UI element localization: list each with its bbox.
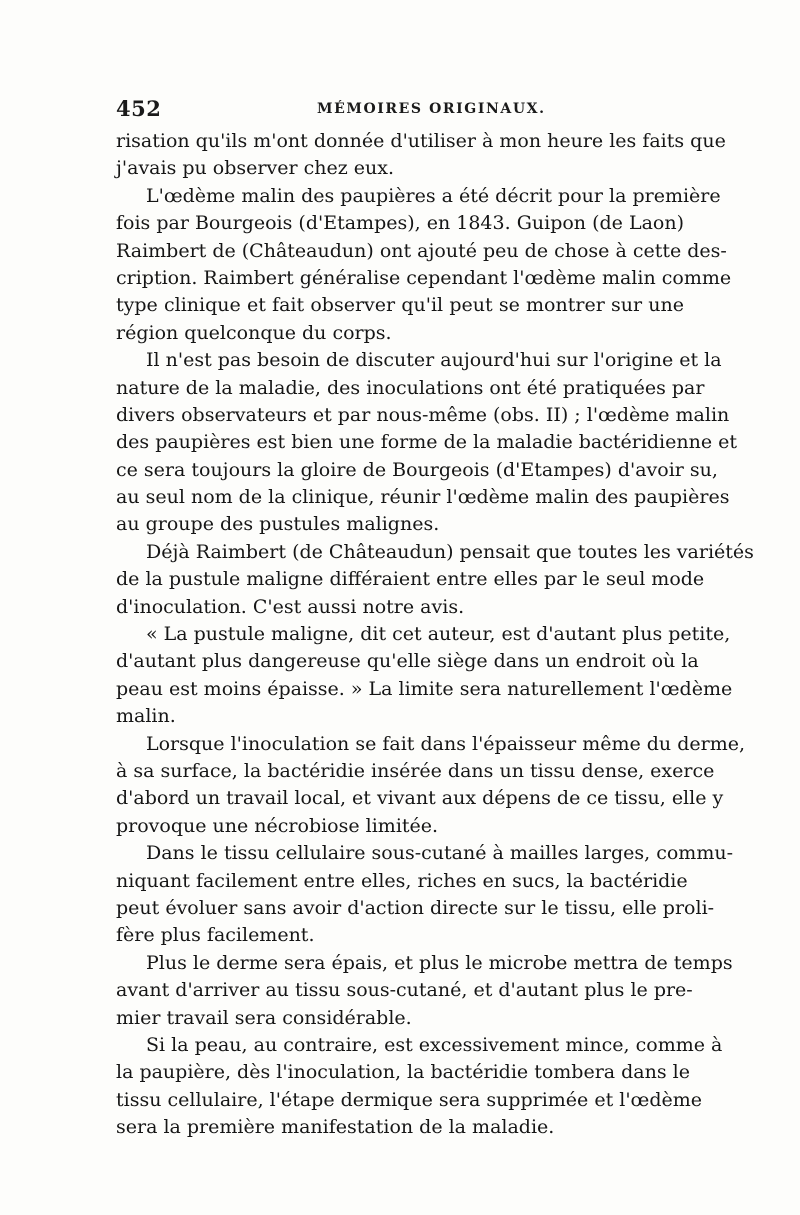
paragraph <box>116 840 733 950</box>
text-line: malin. <box>116 705 176 728</box>
paragraph <box>116 347 738 539</box>
paragraph <box>116 950 733 1032</box>
paragraph <box>116 1032 723 1142</box>
text-line: à sa surface, la bactéridie insérée dans un tissu dense, exerce <box>116 759 715 782</box>
page-header <box>112 96 688 122</box>
text-line: sera la première manifestation de la maladie. <box>116 1116 555 1139</box>
text-line: mier travail sera considérable. <box>116 1006 412 1029</box>
text-line: provoque une nécrobiose limitée. <box>116 814 439 837</box>
text-line: au seul nom de la clinique, réunir l'œdème malin des paupières <box>116 486 730 509</box>
body-text <box>116 128 754 1141</box>
text-line: d'abord un travail local, et vivant aux dépens de ce tissu, elle y <box>116 787 724 810</box>
text-line: niquant facilement entre elles, riches en sucs, la bactéridie <box>116 869 688 892</box>
text-line: nature de la maladie, des inoculations ont été pratiquées par <box>116 376 705 399</box>
text-line: de la pustule maligne différaient entre elles par le seul mode <box>116 568 705 591</box>
text-line: d'inoculation. C'est aussi notre avis. <box>116 595 465 618</box>
text-line: peau est moins épaisse. » La limite sera naturellement l'œdème <box>116 677 733 700</box>
text-line: Plus le derme sera épais, et plus le microbe mettra de temps <box>146 951 733 974</box>
text-line: j'avais pu observer chez eux. <box>116 157 394 180</box>
text-line: Déjà Raimbert (de Châteaudun) pensait que toutes les variétés <box>146 540 754 563</box>
text-line: la paupière, dès l'inoculation, la bactéridie tombera dans le <box>116 1061 690 1084</box>
text-line: L'œdème malin des paupières a été décrit pour la première <box>146 184 721 207</box>
text-line: fois par Bourgeois (d'Etampes), en 1843. Guipon (de Laon) <box>116 212 684 235</box>
text-line: Dans le tissu cellulaire sous-cutané à mailles larges, commu- <box>146 842 733 865</box>
text-line: Il n'est pas besoin de discuter aujourd'hui sur l'origine et la <box>146 349 722 372</box>
text-line: des paupières est bien une forme de la maladie bactéridienne et <box>116 431 738 454</box>
text-line: type clinique et fait observer qu'il peut se montrer sur une <box>116 294 684 317</box>
text-line: région quelconque du corps. <box>116 321 392 344</box>
paragraph <box>116 128 726 183</box>
text-line: ce sera toujours la gloire de Bourgeois (d'Etampes) d'avoir su, <box>116 458 718 481</box>
text-line: peut évoluer sans avoir d'action directe sur le tissu, elle proli- <box>116 896 715 919</box>
paragraph <box>116 731 746 841</box>
text-line: « La pustule maligne, dit cet auteur, est d'autant plus petite, <box>146 623 731 646</box>
paragraph <box>116 621 733 731</box>
text-line: Si la peau, au contraire, est excessivement mince, comme à <box>146 1033 723 1056</box>
page-number: 452 <box>116 96 162 121</box>
running-head: MÉMOIRES ORIGINAUX. <box>317 101 546 117</box>
text-line: cription. Raimbert généralise cependant l'œdème malin comme <box>116 266 732 289</box>
text-line: au groupe des pustules malignes. <box>116 513 440 536</box>
text-line: divers observateurs et par nous-même (obs. II) ; l'œdème malin <box>116 403 730 426</box>
text-line: tissu cellulaire, l'étape dermique sera supprimée et l'œdème <box>116 1088 703 1111</box>
text-line: Lorsque l'inoculation se fait dans l'épaisseur même du derme, <box>146 732 746 755</box>
text-line: avant d'arriver au tissu sous-cutané, et d'autant plus le pre- <box>116 979 693 1002</box>
text-line: fère plus facilement. <box>116 924 315 947</box>
text-line: risation qu'ils m'ont donnée d'utiliser à mon heure les faits que <box>116 130 726 152</box>
paragraph <box>116 183 732 347</box>
text-line: d'autant plus dangereuse qu'elle siège dans un endroit où la <box>116 650 699 673</box>
text-line: Raimbert de (Châteaudun) ont ajouté peu de chose à cette des- <box>116 239 727 262</box>
paragraph <box>116 539 754 621</box>
